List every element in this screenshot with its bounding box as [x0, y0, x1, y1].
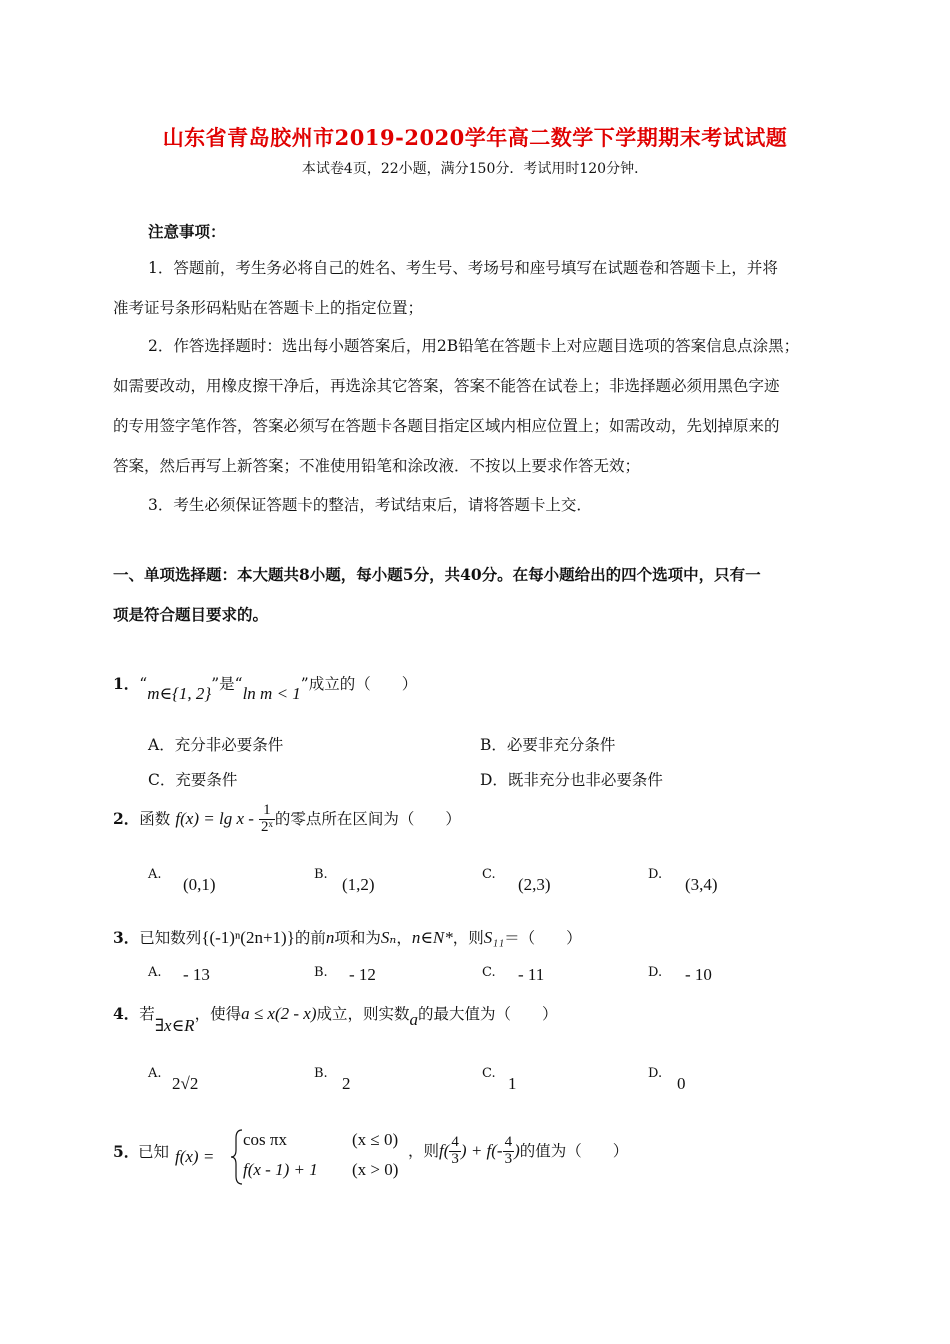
notice-line: 的专用签字笔作答，答案必须写在答题卡各题目指定区域内相应位置上；如需改动，先划掉原来的	[113, 417, 780, 435]
math-expression: ∃x∈R	[154, 1016, 195, 1035]
question-text: ，则	[452, 929, 484, 947]
option-b-label: B.	[314, 867, 328, 882]
notice-line: 1．答题前，考生务必将自己的姓名、考生号、考场号和座号填写在试题卷和答题卡上，并将	[148, 259, 778, 277]
option-c-label: C.	[482, 1066, 496, 1081]
math-expression: f(x) =	[175, 1147, 215, 1166]
option-b-label: B.	[314, 965, 328, 980]
option-c-label: C.	[482, 965, 496, 980]
case-1-condition: (x ≤ 0)	[352, 1130, 399, 1149]
option-a-label: A.	[148, 867, 162, 882]
option-b: 2	[342, 1074, 351, 1093]
question-text: 的最大值为（ ）	[418, 1005, 558, 1023]
option-a: (0,1)	[183, 875, 216, 894]
separator: ，	[396, 929, 412, 947]
page-title: 山东省青岛胶州市2019-2020学年高二数学下学期期末考试试题	[162, 125, 788, 150]
question-number: 2．	[113, 808, 140, 828]
math-expression: {(-1)ⁿ(2n+1)}	[201, 928, 295, 947]
fraction-denominator: 3	[504, 1150, 513, 1167]
notice-line: 3．考生必须保证答题卡的整洁，考试结束后，请将答题卡上交．	[148, 496, 592, 514]
fraction-denominator: 2ˣ	[261, 818, 273, 835]
option-d: - 10	[685, 965, 712, 984]
notice-line: 2．作答选择题时：选出每小题答案后，用2B铅笔在答题卡上对应题目选项的答案信息点涂黑；	[148, 337, 800, 355]
question-number: 5．	[113, 1142, 140, 1161]
question-text: 成立，则实数	[316, 1005, 410, 1023]
math-variable: n	[325, 928, 335, 947]
math-expression: )	[514, 1140, 520, 1160]
section-heading: 一、单项选择题：本大题共8小题，每小题5分，共40分。在每小题给出的四个选项中，只有一	[113, 565, 761, 584]
case-2-condition: (x > 0)	[352, 1160, 399, 1179]
question-3	[113, 926, 582, 948]
notice-line: 答案，然后再写上新答案；不准使用铅笔和涂改液．不按以上要求作答无效；	[113, 457, 641, 475]
question-number: 4．	[113, 1004, 140, 1023]
question-text: 已知	[138, 1143, 170, 1161]
question-text: 项和为	[334, 929, 381, 947]
math-expression: m∈{1, 2}	[147, 684, 212, 703]
notice-line: 准考证号条形码粘贴在答题卡上的指定位置；	[113, 299, 424, 317]
option-c-label: C.	[482, 867, 496, 882]
question-text: 的值为（ ）	[519, 1141, 629, 1160]
option-b: (1,2)	[342, 875, 375, 894]
brace-icon	[230, 1128, 244, 1186]
question-text: 函数	[139, 809, 171, 828]
math-variable: S₁₁	[483, 928, 505, 947]
option-d: D．既非充分也非必要条件	[480, 771, 663, 789]
option-c: C．充要条件	[148, 771, 238, 789]
option-a-label: A.	[148, 1066, 162, 1081]
question-text: ，使得	[194, 1005, 242, 1023]
option-d: (3,4)	[685, 875, 718, 894]
fraction	[449, 1135, 461, 1168]
question-text: ”成立的（ ）	[300, 675, 418, 693]
math-expression: f(x) = lg x -	[175, 808, 254, 828]
option-b-label: B.	[314, 1066, 328, 1081]
notice-line: 如需要改动，用橡皮擦干净后，再选涂其它答案，答案不能答在试卷上；非选择题必须用黑色字迹	[113, 377, 780, 395]
question-text: 的前	[294, 929, 326, 947]
math-variable: Sₙ	[380, 928, 397, 947]
question-text: ＝（ ）	[504, 929, 582, 947]
fraction	[503, 1135, 515, 1168]
fraction-numerator: 4	[504, 1134, 513, 1150]
math-expression: f(	[439, 1140, 450, 1160]
fraction-numerator: 4	[451, 1134, 459, 1150]
option-c: 1	[508, 1074, 517, 1093]
math-expression: a ≤ x(2 - x)	[241, 1004, 317, 1023]
option-d: 0	[677, 1074, 686, 1093]
question-1	[113, 672, 418, 703]
section-heading-cont: 项是符合题目要求的。	[113, 605, 269, 624]
option-d-label: D.	[648, 867, 663, 882]
question-4	[113, 1002, 558, 1035]
math-variable: a	[409, 1010, 418, 1029]
option-a: 2√2	[172, 1074, 199, 1093]
open-quote: “	[139, 675, 148, 693]
option-d-label: D.	[648, 965, 663, 980]
question-text: 已知数列	[139, 929, 202, 947]
question-text: ，则	[408, 1141, 440, 1160]
option-b: - 12	[349, 965, 376, 984]
option-a: - 13	[183, 965, 210, 984]
fraction-numerator: 1	[259, 803, 275, 820]
math-expression: ) + f(-	[460, 1140, 503, 1160]
fraction	[259, 803, 275, 836]
question-5-tail	[408, 1135, 628, 1168]
option-d-label: D.	[648, 1066, 663, 1081]
option-b: B．必要非充分条件	[480, 736, 616, 754]
math-expression: n∈N*	[411, 928, 453, 947]
option-a: A．充分非必要条件	[148, 736, 284, 754]
question-text: ”是“	[211, 675, 243, 693]
option-c: - 11	[518, 965, 545, 984]
math-expression: ln m < 1	[242, 684, 301, 703]
question-text: 的零点所在区间为（ ）	[274, 809, 461, 828]
question-number: 3．	[113, 928, 140, 947]
exam-info: 本试卷4页，22小题，满分150分．考试用时120分钟．	[301, 161, 649, 177]
question-2	[113, 803, 461, 836]
question-number: 1．	[113, 674, 140, 693]
case-2-expression: f(x - 1) + 1	[243, 1160, 318, 1179]
fraction-denominator: 3	[451, 1150, 459, 1167]
notice-heading: 注意事项：	[148, 222, 226, 241]
case-1-expression: cos πx	[243, 1130, 287, 1149]
option-a-label: A.	[148, 965, 162, 980]
question-text: 若	[139, 1005, 155, 1023]
option-c: (2,3)	[518, 875, 551, 894]
